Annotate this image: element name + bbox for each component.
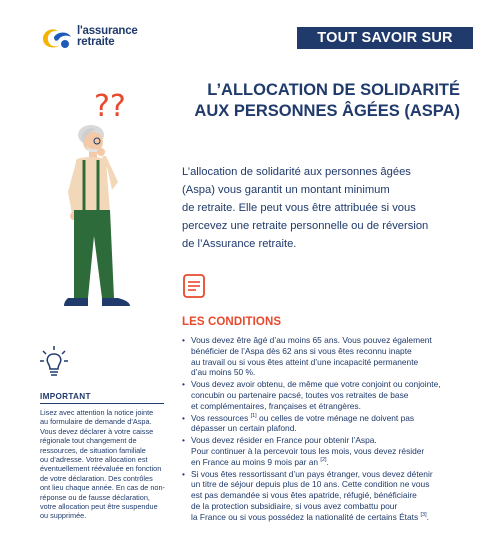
intro-line: (Aspa) vous garantit un montant minimum: [182, 184, 390, 196]
list-item-line: [191, 512, 478, 523]
important-line: ont lieu chaque année. En cas de non-: [40, 483, 165, 493]
footnote-ref: [2]: [320, 456, 327, 463]
title-line-1: L’ALLOCATION DE SOLIDARITÉ: [207, 81, 460, 99]
important-line: au formulaire de demande d’Aspa.: [40, 417, 152, 427]
logo-line-1: l'assurance: [77, 25, 138, 37]
important-line: ressources, de situation familiale: [40, 445, 146, 455]
page-title: [150, 80, 460, 122]
list-item-line: • Vous devez résider en France pour obtenir l’Aspa.: [191, 435, 377, 446]
list-item-line: dépasser un certain plafond.: [191, 423, 297, 434]
list-item: [182, 413, 478, 435]
text-run: en France au moins 9 mois par an: [191, 456, 319, 467]
important-paragraph: [40, 408, 166, 521]
header-banner: TOUT SAVOIR SUR: [297, 27, 473, 49]
list-item-line: d’au moins 50 %.: [191, 367, 256, 378]
important-line: ou d’adresse. Votre allocation est: [40, 455, 148, 465]
intro-line: de retraite. Elle peut vous être attribuée si vous: [182, 202, 416, 214]
important-line: régionale tout changement de: [40, 436, 137, 446]
footnote-ref: [1]: [250, 412, 257, 419]
text-run: la France ou si vous possédez la nationalité de certains États: [191, 511, 419, 522]
important-line: de votre déclaration. Des contrôles: [40, 473, 153, 483]
text-run: .: [326, 456, 329, 467]
important-line: éventuellement réévaluée en fonction: [40, 464, 162, 474]
elderly-man-illustration: [44, 86, 156, 332]
list-item: [182, 469, 478, 523]
list-item: [182, 335, 478, 378]
important-line: réponse ou de fausse déclaration,: [40, 492, 150, 502]
list-item-line: et complémentaires, françaises et étrangères.: [191, 400, 361, 411]
list-item-line: [191, 457, 478, 468]
important-line: ou supprimée.: [40, 511, 87, 521]
divider: [40, 403, 164, 404]
brand-logo: [40, 23, 150, 53]
intro-line: de l’Assurance retraite.: [182, 238, 297, 250]
list-item: [182, 435, 478, 467]
logo-swoosh-icon: [40, 25, 74, 51]
document-list-icon: [182, 273, 206, 299]
conditions-list: [182, 335, 478, 524]
logo-wordmark: [77, 26, 138, 48]
list-item-line: au travail ou si vous êtes atteint d’une incapacité permanente: [191, 356, 419, 367]
list-item-line: est pas demandée si vous êtes apatride, réfugié, bénéficiaire: [191, 490, 417, 501]
conditions-heading: LES CONDITIONS: [182, 316, 282, 328]
list-item-line: concubin ou partenaire pacsé, toutes vos retraites de base: [191, 389, 409, 400]
text-run: .: [426, 511, 429, 522]
intro-line: percevez une retraite personnelle ou de réversion: [182, 220, 429, 232]
footnote-ref: [3]: [420, 511, 427, 518]
lightbulb-icon: [40, 345, 68, 379]
list-item-line: • Si vous êtes ressortissant d’un pays étranger, vous devez détenir: [191, 468, 433, 479]
important-line: Lisez avec attention la notice jointe: [40, 408, 154, 417]
title-line-2: AUX PERSONNES ÂGÉES (ASPA): [194, 102, 460, 120]
question-marks-icon: ??: [94, 89, 126, 124]
list-item-line: de la protection subsidiaire, si vous avez combattu pour: [191, 500, 398, 511]
list-item-line: un titre de séjour depuis plus de 10 ans. Cette condition ne vous: [191, 479, 430, 490]
list-item-line: • Vous devez avoir obtenu, de même que votre conjoint ou conjointe,: [191, 379, 441, 390]
important-line: Vous devez déclarer à votre caisse: [40, 426, 154, 436]
list-item-line: [191, 413, 478, 424]
logo-line-2: retraite: [77, 36, 115, 48]
list-item-line: • Vous devez être âgé d’au moins 65 ans. Vous pouvez également: [191, 335, 432, 345]
list-item-line: Pour continuer à la percevoir tous les mois, vous devez résider: [191, 445, 425, 456]
list-item-line: bénéficier de l’Aspa dès 62 ans si vous êtes reconnu inapte: [191, 345, 412, 356]
intro-paragraph: [182, 163, 474, 253]
text-run: ou celles de votre ménage ne doivent pas: [256, 412, 415, 423]
intro-line: L’allocation de solidarité aux personnes âgées: [182, 166, 411, 178]
important-heading: IMPORTANT: [40, 392, 91, 401]
list-item: [182, 379, 478, 411]
text-run: Vos ressources: [191, 412, 249, 423]
important-line: votre allocation peut être suspendue: [40, 502, 158, 512]
